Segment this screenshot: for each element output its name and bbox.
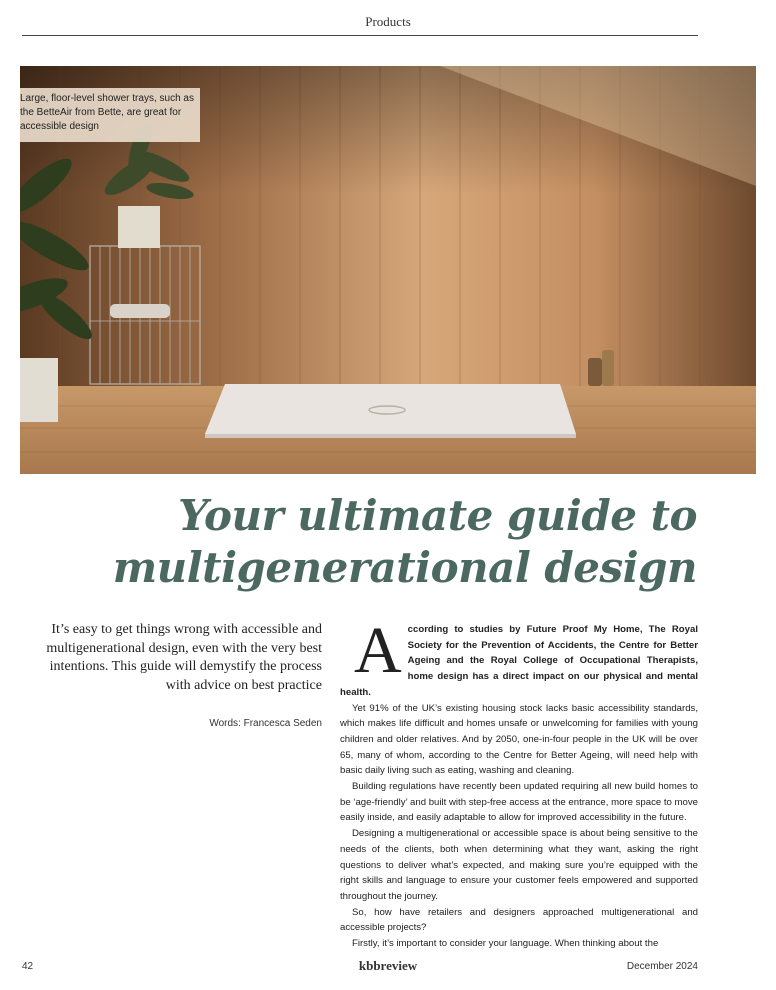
body-paragraph: Building regulations have recently been updated requiring all new build homes to be ‘age-friendly’ and built with step-free access at the entrance, more space to move easily inside, and easily adaptable to allow for improved accessibility in the future. [340,781,698,824]
body-paragraph: Yet 91% of the UK’s existing housing stock lacks basic accessibility standards, which makes life difficult and homes unsafe or unwelcoming for families with young children and older relatives. And by 2050, one-in-four people in the UK will be over 65, many of whom, according to the Centre for Better Ageing, will need help with basic daily living such as eating, washing and cleaning. [340,702,698,777]
article-headline [0,490,697,594]
lead-text: ccording to studies by Future Proof My Home, The Royal Society for the Prevention of Accidents, the Centre for Better Ageing and the Royal College of Occupational Therapists, home design has a direct impact on our physical and mental health. [340,624,698,698]
body-paragraph: Designing a multigenerational or accessible space is about being sensitive to the needs of the clients, both when determining what they want, asking the right questions to deliver what’s expected, and making sure you’re equipped with the right skills and language to ensure your customer feels empowered and supported throughout the journey. [340,828,698,902]
headline-line-2: multigenerational design [112,543,697,592]
top-rule [22,35,698,36]
headline-line-1: Your ultimate guide to [178,491,697,540]
body-paragraph: So, how have retailers and designers approached multigenerational and accessible projects? [340,906,698,934]
byline: Words: Francesca Seden [209,718,322,729]
article-body [340,614,698,952]
body-paragraph: Firstly, it’s important to consider your language. When thinking about the [352,938,659,950]
standfirst: It’s easy to get things wrong with accessible and multigenerational design, even with the very best intentions. This guide will demystify the process with advice on best practice [46,622,322,693]
page-number: 42 [22,961,34,972]
lead-paragraph [340,614,698,701]
drop-cap: A [354,614,402,687]
magazine-brand: kbbreview [358,958,418,973]
shower-tray [205,384,576,434]
section-label: Products [365,14,411,29]
issue-date: December 2024 [626,961,698,972]
image-caption: Large, floor-level shower trays, such as the BetteAir from Bette, are great for accessible design [20,88,200,142]
